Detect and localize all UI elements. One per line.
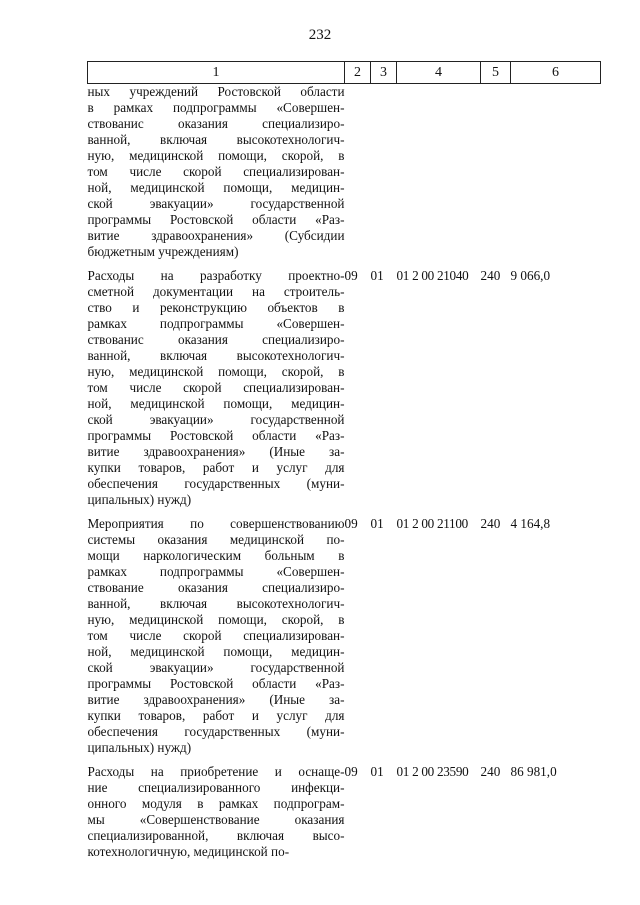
subsection-code: 01 [370, 764, 384, 779]
table-body [88, 84, 601, 861]
description-line: ствованис оказания специализиро- [87, 332, 345, 347]
subsection-code: 01 [370, 516, 384, 531]
table-row [88, 84, 601, 261]
description-line: ванной, включая высокотехнологич- [87, 348, 345, 363]
description-line: обеспечения государственных (муни- [87, 476, 345, 491]
description-line: том числе скорой специализирован- [87, 380, 345, 395]
description-line: витие здравоохранения» (Субсидии [87, 228, 345, 243]
description-line: рамках подпрограммы «Совершен- [87, 316, 345, 331]
description-line: программы Ростовской области «Раз- [87, 212, 345, 227]
table-row [88, 268, 601, 508]
amount-value: 86 981,0 [510, 764, 557, 779]
section-code: 09 [344, 764, 358, 779]
description-line: в рамках подпрограммы «Совершен- [87, 100, 345, 115]
row-description [88, 516, 345, 756]
description-line: системы оказания медицинской по- [87, 532, 345, 547]
row-spacer [88, 508, 601, 516]
table-header-row [88, 62, 601, 84]
description-line: том числе скорой специализирован- [87, 164, 345, 179]
expense-type-code: 240 [480, 764, 501, 779]
row-spacer-cell [88, 260, 601, 268]
target-article-code: 01 2 00 23590 [396, 764, 469, 779]
description-line: рамках подпрограммы «Совершен- [87, 564, 345, 579]
row-description [88, 268, 345, 508]
description-line: ской эвакуации» государственной [87, 412, 345, 427]
description-line: ную, медицинской помощи, скорой, в [87, 364, 345, 379]
column-header-1: 1 [88, 62, 345, 84]
budget-table [87, 61, 601, 860]
row-spacer-cell [88, 756, 601, 764]
section-code: 09 [344, 516, 358, 531]
description-line: ство и реконструкцию объектов в [87, 300, 345, 315]
description-line: Мероприятия по совершенствованию [87, 516, 345, 531]
amount-value: 9 066,0 [510, 268, 551, 283]
row-spacer-cell [88, 508, 601, 516]
column-header-3: 3 [371, 62, 397, 84]
description-line: ской эвакуации» государственной [87, 660, 345, 675]
description-line: ствование оказания специализиро- [87, 580, 345, 595]
description-line: бюджетным учреждениям) [87, 244, 239, 259]
description-line: ципальных) нужд) [87, 740, 192, 755]
expense-type-code: 240 [480, 268, 501, 283]
description-line: витие здравоохранения» (Иные за- [87, 692, 345, 707]
description-line: ных учреждений Ростовской области [87, 84, 345, 99]
description-line: ной, медицинской помощи, медицин- [87, 180, 345, 195]
subsection-code [371, 84, 397, 261]
page-number: 232 [308, 27, 332, 43]
target-article-code [397, 84, 481, 261]
row-spacer [88, 260, 601, 268]
section-code: 09 [344, 268, 358, 283]
description-line: Расходы на приобретение и оснаще- [87, 764, 345, 779]
row-description [88, 84, 345, 261]
target-article-code: 01 2 00 21100 [396, 516, 468, 531]
description-line: витие здравоохранения» (Иные за- [87, 444, 345, 459]
description-line: купки товаров, работ и услуг для [87, 708, 345, 723]
expense-type-code [481, 84, 511, 261]
description-line: Расходы на разработку проектно- [87, 268, 345, 283]
amount-value: 4 164,8 [510, 516, 551, 531]
description-line: онного модуля в рамках подпрограм- [87, 796, 345, 811]
description-line: обеспечения государственных (муни- [87, 724, 345, 739]
expense-type-code: 240 [480, 516, 501, 531]
description-line: ние специализированного инфекци- [87, 780, 345, 795]
column-header-6: 6 [511, 62, 601, 84]
description-line: мощи наркологическим больным в [87, 548, 345, 563]
description-line: ствованис оказания специализиро- [87, 116, 345, 131]
description-line: ной, медицинской помощи, медицин- [87, 396, 345, 411]
column-header-4: 4 [397, 62, 481, 84]
column-header-5: 5 [481, 62, 511, 84]
table-row [88, 764, 601, 860]
description-line: ской эвакуации» государственной [87, 196, 345, 211]
description-line: программы Ростовской области «Раз- [87, 428, 345, 443]
description-line: котехнологичную, медицинской по- [87, 844, 290, 859]
description-line: ципальных) нужд) [87, 492, 192, 507]
description-line: ванной, включая высокотехнологич- [87, 596, 345, 611]
description-line: купки товаров, работ и услуг для [87, 460, 345, 475]
row-spacer [88, 756, 601, 764]
section-code [345, 84, 371, 261]
description-line: сметной документации на строитель- [87, 284, 345, 299]
description-line: мы «Совершенствование оказания [87, 812, 345, 827]
table-row [88, 516, 601, 756]
column-header-2: 2 [345, 62, 371, 84]
subsection-code: 01 [370, 268, 384, 283]
description-line: ной, медицинской помощи, медицин- [87, 644, 345, 659]
description-line: ную, медицинской помощи, скорой, в [87, 148, 345, 163]
description-line: специализированной, включая высо- [87, 828, 345, 843]
description-line: ную, медицинской помощи, скорой, в [87, 612, 345, 627]
target-article-code: 01 2 00 21040 [396, 268, 469, 283]
description-line: ванной, включая высокотехнологич- [87, 132, 345, 147]
amount-value [511, 84, 601, 261]
description-line: том числе скорой специализирован- [87, 628, 345, 643]
row-description [88, 764, 345, 860]
description-line: программы Ростовской области «Раз- [87, 676, 345, 691]
